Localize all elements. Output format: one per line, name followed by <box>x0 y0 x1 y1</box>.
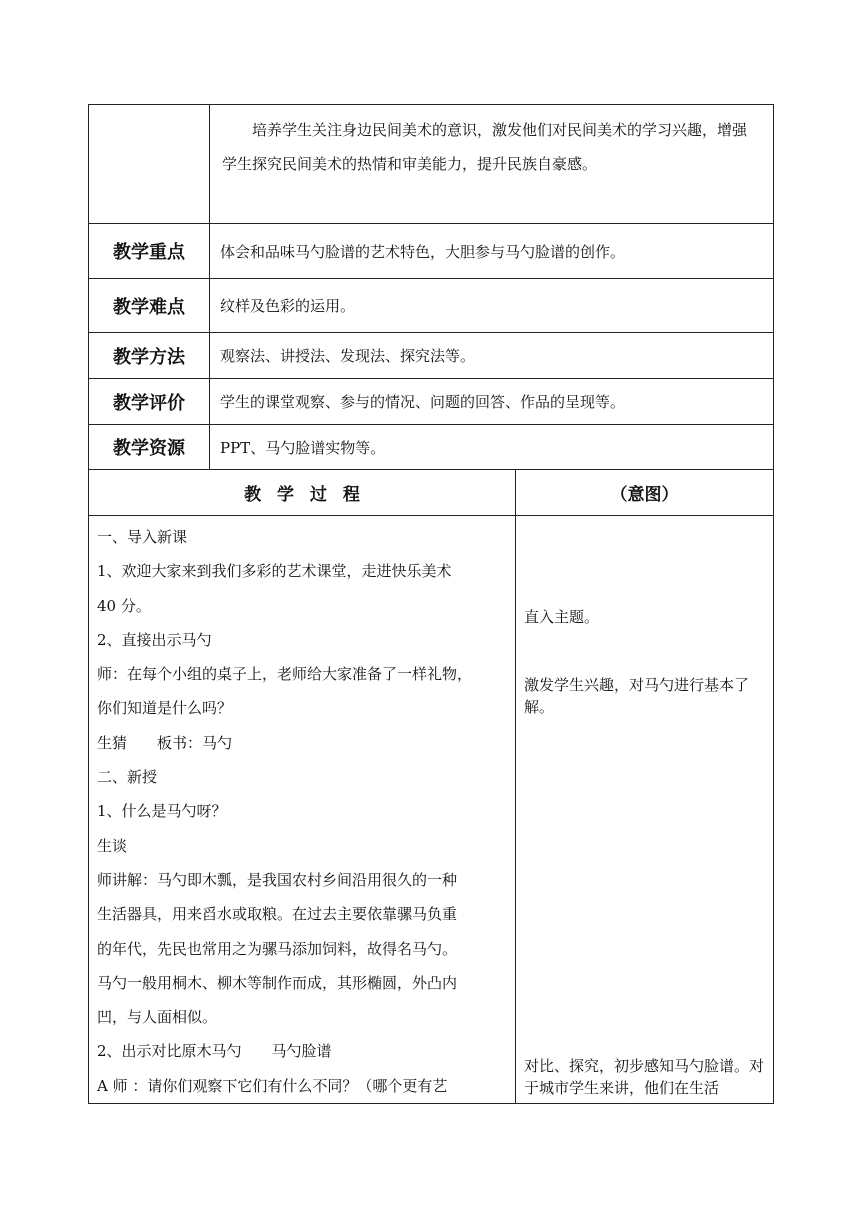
difficulty-value: 纹样及色彩的运用。 <box>210 279 774 333</box>
process-line: 生活器具，用来舀水或取粮。在过去主要依靠骡马负重 <box>97 905 458 924</box>
process-line: 凹，与人面相似。 <box>97 1008 218 1027</box>
method-label: 教学方法 <box>89 333 210 379</box>
process-line: 你们知道是什么吗？ <box>97 699 233 718</box>
process-line: 的年代，先民也常用之为骡马添加饲料，故得名马勺。 <box>97 939 458 958</box>
resource-value: PPT、马勺脸谱实物等。 <box>210 425 774 470</box>
process-body-row <box>89 516 774 1104</box>
evaluation-value: 学生的课堂观察、参与的情况、问题的回答、作品的呈现等。 <box>210 379 774 425</box>
method-row <box>89 333 774 379</box>
process-line: A 师 ：请你们观察下它们有什么不同？（哪个更有艺 <box>97 1076 448 1095</box>
key-point-row <box>89 224 774 279</box>
intent-header: （意图） <box>516 470 774 516</box>
evaluation-label: 教学评价 <box>89 379 210 425</box>
process-line: 一、导入新课 <box>97 528 188 546</box>
intent-note: 激发学生兴趣，对马勺进行基本了解。 <box>524 676 750 716</box>
process-line: 1、什么是马勺呀？ <box>97 802 227 821</box>
process-line: 二、新授 <box>97 768 158 787</box>
lesson-plan-document <box>88 104 773 1104</box>
process-line: 2、直接出示马勺 <box>97 630 212 649</box>
resource-row <box>89 425 774 470</box>
evaluation-row <box>89 379 774 425</box>
goal-label-cell <box>89 105 210 224</box>
process-header: 教 学 过 程 <box>89 470 516 516</box>
method-value: 观察法、讲授法、发现法、探究法等。 <box>210 333 774 379</box>
key-point-value: 体会和品味马勺脸谱的艺术特色，大胆参与马勺脸谱的创作。 <box>210 224 774 279</box>
process-line: 生猜 板书：马勺 <box>97 733 233 752</box>
goal-row <box>89 105 774 224</box>
process-line: 师讲解：马勺即木瓢，是我国农村乡间沿用很久的一种 <box>97 870 458 889</box>
process-line: 40 分。 <box>97 596 151 615</box>
difficulty-label: 教学难点 <box>89 279 210 333</box>
process-header-row <box>89 470 774 516</box>
process-content <box>89 516 516 1104</box>
intent-note: 直入主题。 <box>524 608 600 626</box>
process-line: 2、出示对比原木马勺 马勺脸谱 <box>97 1042 332 1061</box>
lesson-plan-table <box>88 104 774 1104</box>
intent-note: 对比、探究，初步感知马勺脸谱。对于城市学生来讲，他们在生活 <box>524 1057 765 1097</box>
process-line: 马勺一般用桐木、柳木等制作而成，其形椭圆，外凸内 <box>97 973 458 992</box>
intent-content <box>516 516 774 1104</box>
process-line: 1、欢迎大家来到我们多彩的艺术课堂，走进快乐美术 <box>97 562 452 581</box>
difficulty-row <box>89 279 774 333</box>
process-line: 师：在每个小组的桌子上，老师给大家准备了一样礼物， <box>97 665 473 684</box>
key-point-label: 教学重点 <box>89 224 210 279</box>
process-line: 生谈 <box>97 836 128 855</box>
resource-label: 教学资源 <box>89 425 210 470</box>
goal-text: 培养学生关注身边民间美术的意识，激发他们对民间美术的学习兴趣，增强学生探究民间美术的热情和审美能力，提升民族自豪感。 <box>210 105 774 224</box>
